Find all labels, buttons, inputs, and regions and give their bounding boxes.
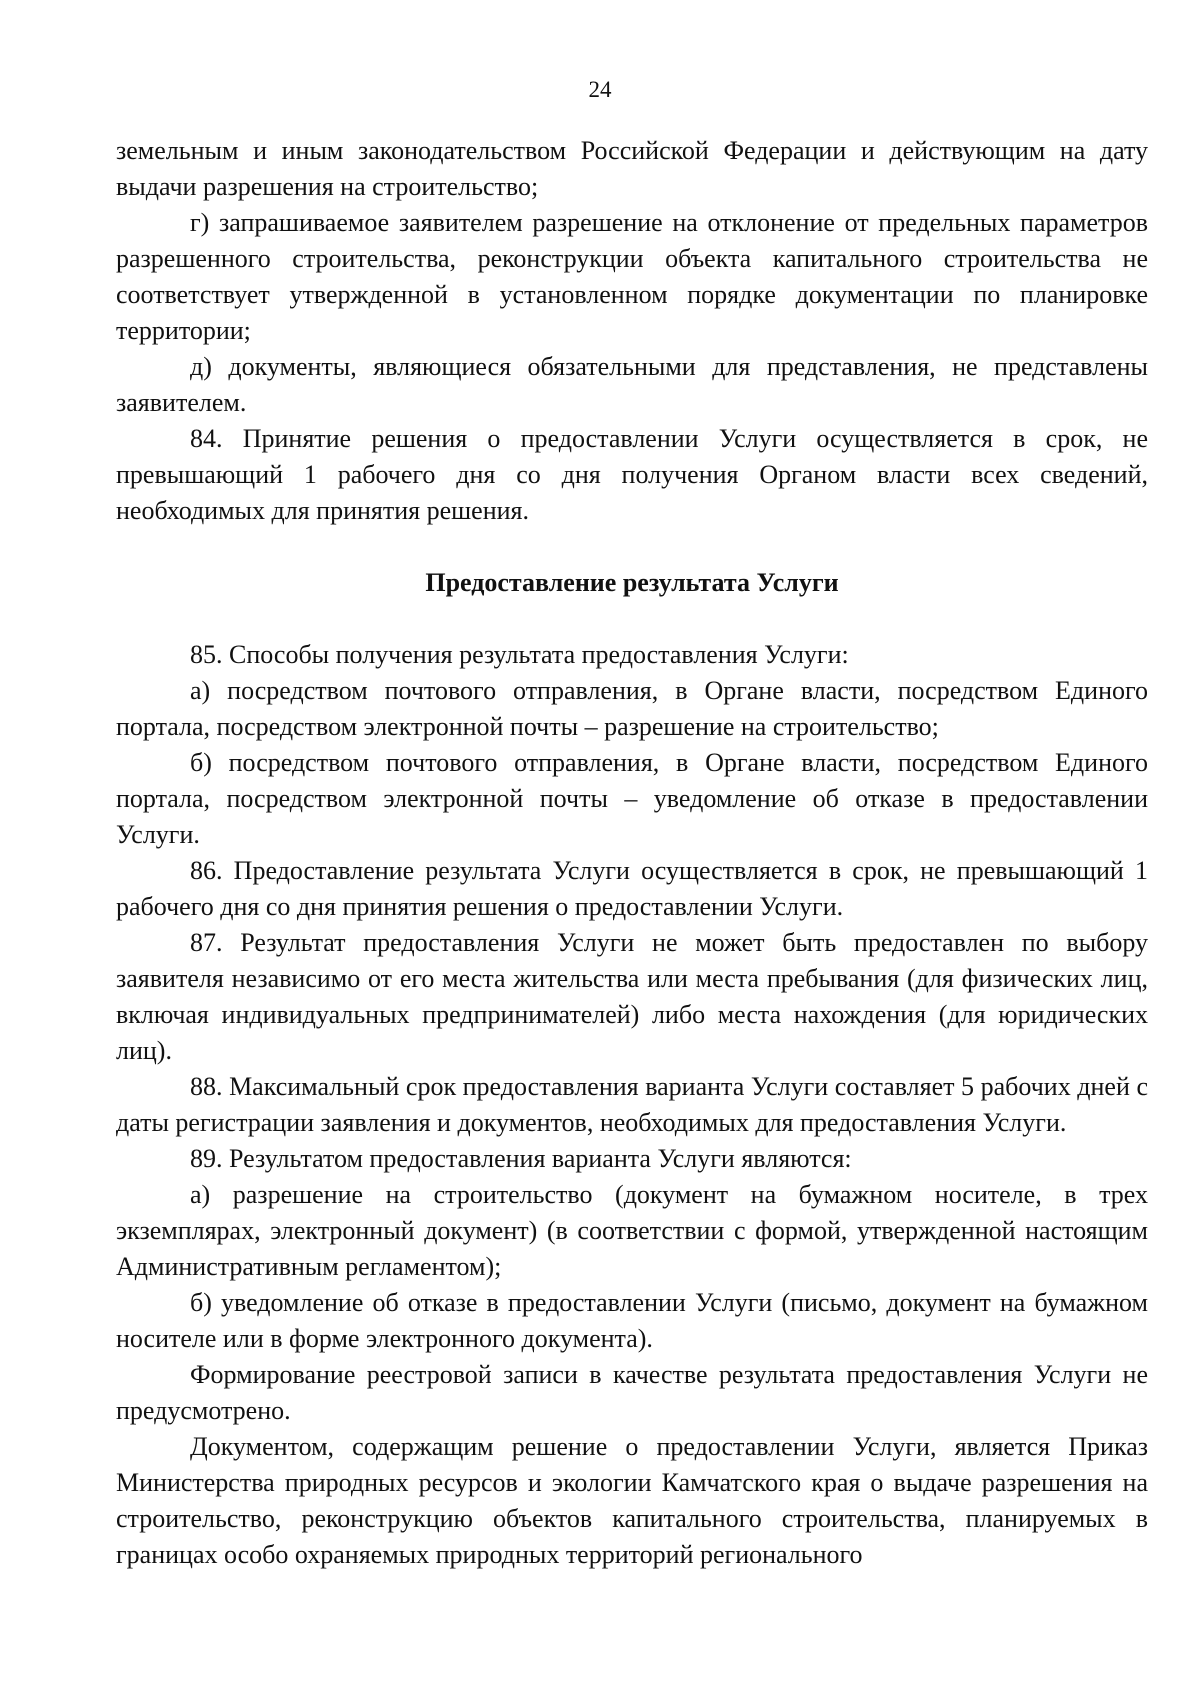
paragraph-85-a: а) посредством почтового отправления, в Органе власти, посредством Единого портала, посредством электронной почты – разрешение на строительство; — [116, 676, 1148, 741]
paragraph-85-b: б) посредством почтового отправления, в Органе власти, посредством Единого портала, посредством электронной почты – уведомление об отказе в предоставлении Услуги. — [116, 748, 1148, 849]
paragraph-registry-note: Формирование реестровой записи в качестве результата предоставления Услуги не предусмотрено. — [116, 1360, 1148, 1425]
paragraph-85: 85. Способы получения результата предоставления Услуги: — [190, 640, 849, 669]
document-body — [116, 133, 1148, 1573]
paragraph-item-d: д) документы, являющиеся обязательными для представления, не представлены заявителем. — [116, 352, 1148, 417]
paragraph-89-a: а) разрешение на строительство (документ на бумажном носителе, в трех экземплярах, электронный документ) (в соответствии с формой, утвержденной настоящим Административным регламентом); — [116, 1180, 1148, 1281]
paragraph-86: 86. Предоставление результата Услуги осуществляется в срок, не превышающий 1 рабочего дня со дня принятия решения о предоставлении Услуги. — [116, 856, 1148, 921]
paragraph-87: 87. Результат предоставления Услуги не может быть предоставлен по выбору заявителя независимо от его места жительства или места пребывания (для физических лиц, включая индивидуальных предпринимателей) либо места нахождения (для юридических лиц). — [116, 928, 1148, 1065]
paragraph-88: 88. Максимальный срок предоставления варианта Услуги составляет 5 рабочих дней с даты регистрации заявления и документов, необходимых для предоставления Услуги. — [116, 1072, 1148, 1137]
paragraph-continuation: земельным и иным законодательством Российской Федерации и действующим на дату выдачи разрешения на строительство; — [116, 136, 1148, 201]
paragraph-84: 84. Принятие решения о предоставлении Услуги осуществляется в срок, не превышающий 1 рабочего дня со дня получения Органом власти всех сведений, необходимых для принятия решения. — [116, 424, 1148, 525]
paragraph-item-g: г) запрашиваемое заявителем разрешение на отклонение от предельных параметров разрешенного строительства, реконструкции объекта капитального строительства не соответствует утвержденной в установленном порядке документации по планировке территории; — [116, 208, 1148, 345]
paragraph-89: 89. Результатом предоставления варианта Услуги являются: — [190, 1144, 852, 1173]
paragraph-decision-document: Документом, содержащим решение о предоставлении Услуги, является Приказ Министерства природных ресурсов и экологии Камчатского края о выдаче разрешения на строительство, реконструкцию объектов капитального строительства, планируемых в границах особо охраняемых природных территорий регионального — [116, 1432, 1148, 1569]
paragraph-89-b: б) уведомление об отказе в предоставлении Услуги (письмо, документ на бумажном носителе или в форме электронного документа). — [116, 1288, 1148, 1353]
section-heading: Предоставление результата Услуги — [425, 568, 839, 597]
page-number: 24 — [588, 77, 612, 102]
